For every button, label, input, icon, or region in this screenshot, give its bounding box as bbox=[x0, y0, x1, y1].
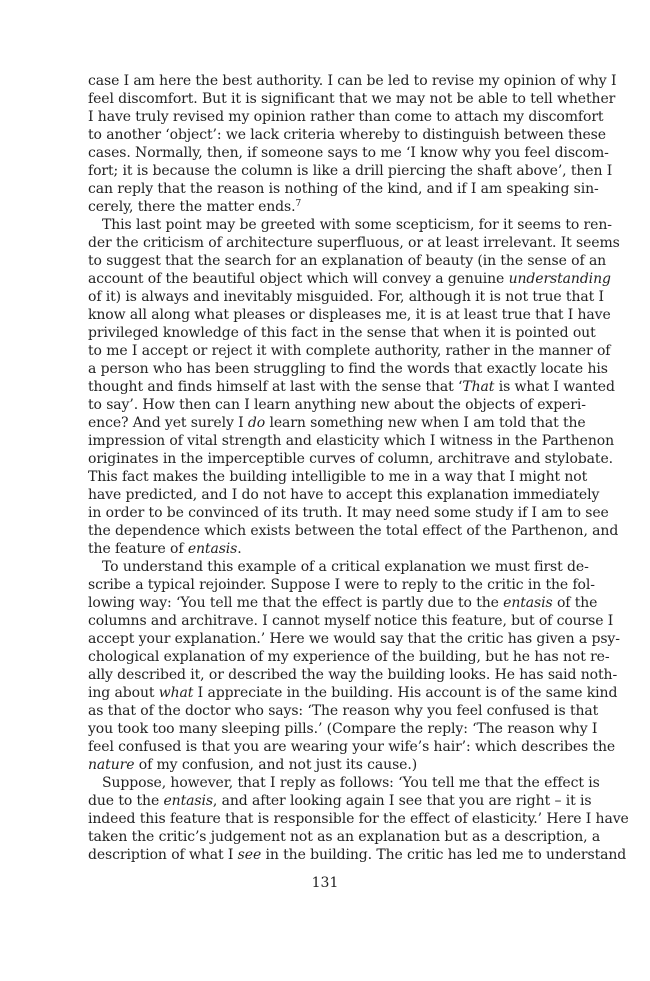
text-line: ing about what I appreciate in the building. His account is of the same kind bbox=[88, 685, 618, 701]
text-line: der the criticism of architecture superfluous, or at least irrelevant. It seems bbox=[88, 235, 620, 251]
text-line: feel confused is that you are wearing your wife’s hair’: which describes the bbox=[88, 739, 616, 755]
text-line: a person who has been struggling to find the words that exactly locate his bbox=[88, 361, 608, 377]
text-line: To understand this example of a critical explanation we must first de- bbox=[102, 559, 589, 575]
text-line: cases. Normally, then, if someone says to me ‘I know why you feel discom- bbox=[88, 145, 609, 161]
text-line: impression of vital strength and elasticity which I witness in the Parthenon bbox=[88, 433, 615, 449]
text-line: to suggest that the search for an explanation of beauty (in the sense of an bbox=[88, 253, 607, 269]
text-line: privileged knowledge of this fact in the sense that when it is pointed out bbox=[88, 325, 596, 341]
text-line: fort; it is because the column is like a drill piercing the shaft above’, then I bbox=[88, 163, 613, 179]
text-line: account of the beautiful object which will convey a genuine understanding bbox=[88, 271, 611, 287]
text-line: cerely, there the matter ends.$^7$ bbox=[88, 199, 302, 215]
text-line: nature of my confusion, and not just its cause.) bbox=[88, 757, 418, 773]
text-line: This fact makes the building intelligible to me in a way that I might not bbox=[88, 469, 588, 485]
text-line: lowing way: ‘You tell me that the effect is partly due to the entasis of the bbox=[88, 595, 598, 611]
text-line: to me I accept or reject it with complete authority, rather in the manner of bbox=[88, 343, 611, 359]
text-line: the dependence which exists between the total effect of the Parthenon, and bbox=[88, 523, 619, 539]
text-line: the feature of entasis. bbox=[88, 541, 242, 557]
text-line: description of what I see in the building. The critic has led me to understand bbox=[88, 847, 627, 863]
text-line: indeed this feature that is responsible for the effect of elasticity.’ Here I have bbox=[88, 811, 629, 827]
text-line: thought and finds himself at last with the sense that ‘That is what I wanted bbox=[88, 379, 615, 395]
text-line: due to the entasis, and after looking again I see that you are right – it is bbox=[88, 793, 592, 809]
text-line: in order to be convinced of its truth. It may need some study if I am to see bbox=[88, 505, 609, 521]
text-line: taken the critic’s judgement not as an explanation but as a description, a bbox=[88, 829, 601, 845]
text-line: accept your explanation.’ Here we would say that the critic has given a psy- bbox=[88, 631, 620, 647]
page-number: 131 bbox=[311, 875, 339, 891]
paragraph bbox=[88, 558, 620, 774]
text-line: I have truly revised my opinion rather than come to attach my discomfort bbox=[88, 109, 604, 125]
text-line: can reply that the reason is nothing of the kind, and if I am speaking sin- bbox=[88, 181, 599, 197]
text-line: Suppose, however, that I reply as follows: ‘You tell me that the effect is bbox=[102, 775, 600, 791]
text-line: to another ‘object’: we lack criteria whereby to distinguish between these bbox=[88, 127, 606, 143]
text-line: This last point may be greeted with some scepticism, for it seems to ren- bbox=[102, 217, 612, 233]
text-line: know all along what pleases or displeases me, it is at least true that I have bbox=[88, 307, 611, 323]
text-line: columns and architrave. I cannot myself notice this feature, but of course I bbox=[88, 613, 614, 629]
text-line: of it) is always and inevitably misguided. For, although it is not true that I bbox=[88, 289, 604, 305]
paragraph bbox=[88, 216, 620, 558]
text-line: to say’. How then can I learn anything new about the objects of experi- bbox=[88, 397, 586, 413]
text-line: you took too many sleeping pills.’ (Compare the reply: ‘The reason why I bbox=[88, 721, 598, 737]
text-line: originates in the imperceptible curves of column, architrave and stylobate. bbox=[88, 451, 613, 467]
text-line: scribe a typical rejoinder. Suppose I were to reply to the critic in the fol- bbox=[88, 577, 595, 593]
paragraph bbox=[88, 774, 629, 864]
text-line: chological explanation of my experience of the building, but he has not re- bbox=[88, 649, 610, 665]
text-line: feel discomfort. But it is significant that we may not be able to tell whether bbox=[88, 91, 616, 107]
paragraph bbox=[88, 72, 617, 216]
page-body bbox=[88, 72, 629, 932]
text-line: have predicted, and I do not have to accept this explanation immediately bbox=[88, 487, 600, 503]
text-line: ence? And yet surely I do learn something new when I am told that the bbox=[88, 415, 586, 431]
text-line: ally described it, or described the way the building looks. He has said noth- bbox=[88, 667, 618, 683]
text-line: as that of the doctor who says: ‘The reason why you feel confused is that bbox=[88, 703, 599, 719]
text-line: case I am here the best authority. I can be led to revise my opinion of why I bbox=[88, 73, 617, 89]
